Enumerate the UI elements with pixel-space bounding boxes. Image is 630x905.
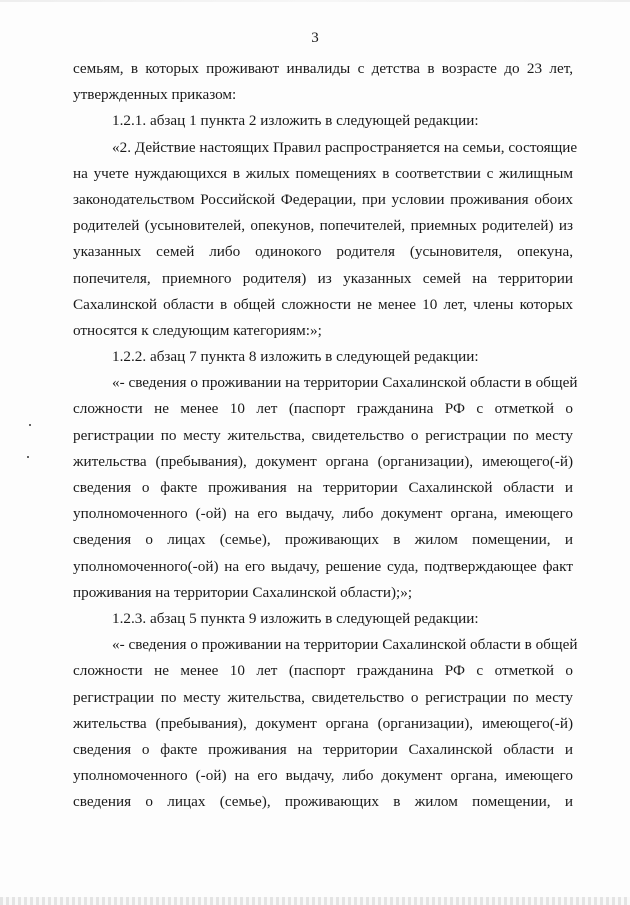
text-line: 1.2.3. абзац 5 пункта 9 изложить в следующей редакции: [112, 609, 479, 627]
text-line: сведения о факте проживания на территории Сахалинской области и [73, 479, 573, 496]
document-body [73, 56, 578, 815]
text-line: «2. Действие настоящих Правил распространяется на семьи, состоящие [112, 138, 578, 156]
text-line: утвержденных приказом: [73, 86, 237, 104]
text-line: попечителя, приемного родителя) из указанных семей на территории [73, 269, 573, 287]
text-line: сведения о лицах (семье), проживающих в жилом помещении, и [73, 793, 573, 811]
scan-speck [29, 424, 31, 426]
text-line: уполномоченного (-ой) на его выдачу, либо документ органа, имеющего [73, 505, 573, 523]
text-line: сведения о лицах (семье), проживающих в жилом помещении, и [73, 531, 573, 549]
text-line: относятся к следующим категориям:»; [73, 321, 322, 339]
text-line: сложности не менее 10 лет (паспорт гражданина РФ с отметкой о [73, 662, 573, 680]
text-line: жительства (пребывания), документ органа (организации), имеющего(-й) [73, 452, 573, 470]
text-line: 1.2.2. абзац 7 пункта 8 изложить в следующей редакции: [112, 348, 479, 366]
text-line: жительства (пребывания), документ органа (организации), имеющего(-й) [73, 714, 573, 732]
text-line: проживания на территории Сахалинской области);»; [73, 583, 413, 601]
text-line: родителей (усыновителей, опекунов, попечителей, приемных родителей) из [73, 217, 573, 235]
text-line: регистрации по месту жительства, свидетельство о регистрации по месту [73, 426, 573, 444]
text-line: «- сведения о проживании на территории Сахалинской области в общей [112, 636, 578, 654]
scan-edge-top [0, 0, 630, 2]
text-line: 1.2.1. абзац 1 пункта 2 изложить в следующей редакции: [112, 112, 479, 130]
page-number: 3 [311, 30, 319, 46]
text-line: на учете нуждающихся в жилых помещениях в соответствии с жилищным [73, 164, 573, 182]
text-line: «- сведения о проживании на территории Сахалинской области в общей [112, 374, 578, 392]
scan-speck [27, 456, 29, 458]
text-line: Сахалинской области в общей сложности не менее 10 лет, члены которых [73, 295, 573, 313]
text-line: законодательством Российской Федерации, при условии проживания обоих [73, 190, 573, 208]
text-line: семьям, в которых проживают инвалиды с детства в возрасте до 23 лет, [73, 60, 573, 77]
text-line: регистрации по месту жительства, свидетельство о регистрации по месту [73, 688, 573, 706]
scan-edge-bottom [0, 897, 630, 905]
text-line: указанных семей либо одинокого родителя (усыновителя, опекуна, [73, 243, 573, 261]
text-line: уполномоченного (-ой) на его выдачу, либо документ органа, имеющего [73, 767, 573, 785]
text-line: сложности не менее 10 лет (паспорт гражданина РФ с отметкой о [73, 400, 573, 418]
text-line: уполномоченного(-ой) на его выдачу, решение суда, подтверждающее факт [73, 557, 573, 575]
text-line: сведения о факте проживания на территории Сахалинской области и [73, 740, 573, 758]
